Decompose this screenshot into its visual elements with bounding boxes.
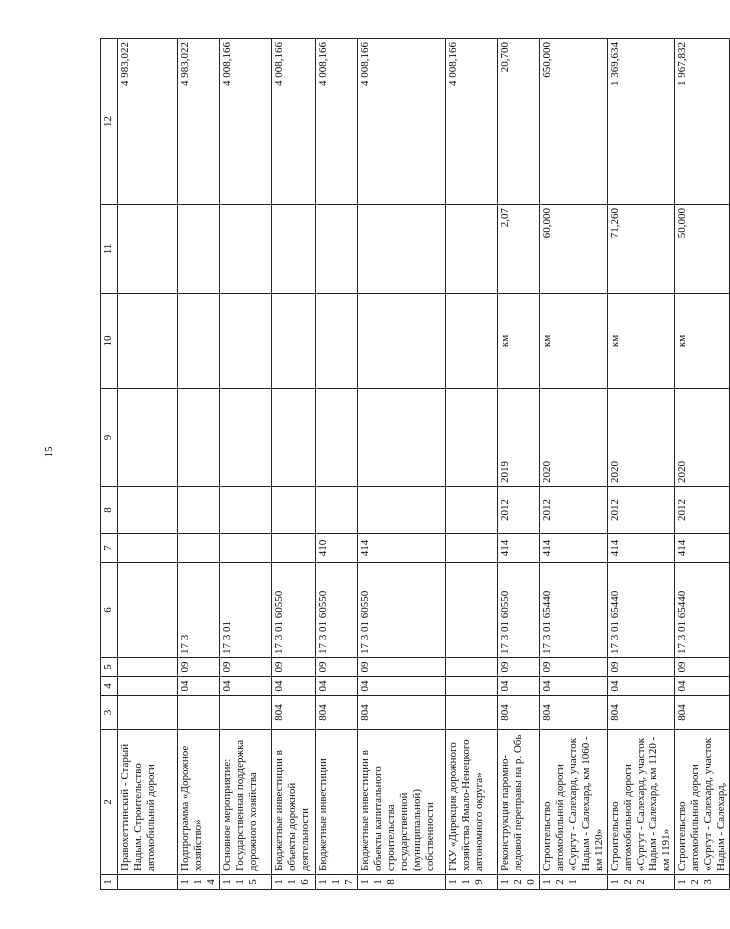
table-cell: ГКУ «Дирекция дорожного хозяйства Ямало-Ненецкого автономного округа» <box>445 730 497 875</box>
table-cell: 414 <box>607 534 675 563</box>
table-cell <box>118 563 178 658</box>
table-cell: Бюджетные инвестиции в объекты капитального строительства государственной (муниципальной) собственности <box>357 730 445 875</box>
table-cell: 04 <box>497 677 539 696</box>
table-cell <box>219 205 271 294</box>
table-cell <box>219 696 271 730</box>
table-cell <box>445 677 497 696</box>
table-cell: 04 <box>315 677 357 696</box>
table-cell <box>178 487 220 534</box>
table-cell: 04 <box>357 677 445 696</box>
table-cell <box>271 205 315 294</box>
table-cell: км <box>607 294 675 389</box>
table-cell: км <box>497 294 539 389</box>
table-cell: 71,260 <box>607 205 675 294</box>
column-header: 5 <box>101 658 118 677</box>
table-cell: 121 <box>539 875 607 890</box>
table-cell <box>178 294 220 389</box>
table-cell: 414 <box>497 534 539 563</box>
table-cell <box>178 389 220 487</box>
column-header: 7 <box>101 534 118 563</box>
table-cell <box>315 487 357 534</box>
table-cell: 804 <box>497 696 539 730</box>
column-header: 9 <box>101 389 118 487</box>
column-header: 8 <box>101 487 118 534</box>
table-cell: 120 <box>497 875 539 890</box>
table-cell: Реконструкция паромно-ледовой переправы на р. Обь <box>497 730 539 875</box>
table-cell <box>118 658 178 677</box>
table-cell <box>178 534 220 563</box>
table-row <box>271 39 315 890</box>
table-cell: 2020 <box>675 389 730 487</box>
column-header: 3 <box>101 696 118 730</box>
table-cell: 804 <box>539 696 607 730</box>
table-cell: 4 008,166 <box>445 39 497 205</box>
table-cell: 20,700 <box>497 39 539 205</box>
table-cell: Подпрограмма «Дорожное хозяйство» <box>178 730 220 875</box>
table-row <box>357 39 445 890</box>
table-cell: 17 3 01 60550 <box>271 563 315 658</box>
table-cell: 2,07 <box>497 205 539 294</box>
column-header: 1 <box>101 875 118 890</box>
column-header: 12 <box>101 39 118 205</box>
table-cell <box>357 294 445 389</box>
table-cell: 17 3 01 60550 <box>315 563 357 658</box>
column-header: 11 <box>101 205 118 294</box>
table-cell: 116 <box>271 875 315 890</box>
table-cell <box>178 205 220 294</box>
table-cell: 04 <box>271 677 315 696</box>
table-cell: 04 <box>539 677 607 696</box>
table-cell <box>445 389 497 487</box>
table-cell <box>445 294 497 389</box>
table-row <box>178 39 220 890</box>
table-cell: 17 3 01 65440 <box>675 563 730 658</box>
table-cell: 04 <box>219 677 271 696</box>
table-cell <box>118 534 178 563</box>
table-cell: 50,000 <box>675 205 730 294</box>
table-cell: 09 <box>607 658 675 677</box>
table-cell: 650,000 <box>539 39 607 205</box>
table-cell <box>315 205 357 294</box>
table-cell: 4 008,166 <box>357 39 445 205</box>
table-cell: 04 <box>178 677 220 696</box>
table-cell <box>271 487 315 534</box>
table-cell: 4 008,166 <box>219 39 271 205</box>
table-cell: 17 3 01 65440 <box>607 563 675 658</box>
table-cell: 2012 <box>539 487 607 534</box>
budget-table-container <box>100 39 728 890</box>
table-cell: 2019 <box>497 389 539 487</box>
table-cell: 17 3 01 60550 <box>497 563 539 658</box>
table-cell <box>118 205 178 294</box>
table-cell: км <box>539 294 607 389</box>
table-cell: 804 <box>315 696 357 730</box>
table-cell <box>357 205 445 294</box>
table-cell: 2012 <box>607 487 675 534</box>
table-cell: Строительство автомобильной дороги «Сургут - Салехард, участок Надым - Салехард, <box>675 730 730 875</box>
table-cell: 4 983,022 <box>178 39 220 205</box>
table-cell <box>271 534 315 563</box>
column-header: 10 <box>101 294 118 389</box>
rotated-page <box>100 39 728 929</box>
table-cell <box>118 294 178 389</box>
table-cell: 09 <box>315 658 357 677</box>
table-cell: 04 <box>607 677 675 696</box>
table-cell: км <box>675 294 730 389</box>
table-cell: 414 <box>539 534 607 563</box>
table-cell: 118 <box>357 875 445 890</box>
table-cell: 804 <box>357 696 445 730</box>
header-row <box>101 39 118 890</box>
table-cell <box>219 534 271 563</box>
table-cell: 09 <box>497 658 539 677</box>
table-cell <box>219 389 271 487</box>
table-cell: 04 <box>675 677 730 696</box>
table-cell: 123 <box>675 875 730 890</box>
table-cell <box>118 389 178 487</box>
table-cell <box>445 534 497 563</box>
table-cell: 1 369,634 <box>607 39 675 205</box>
table-cell <box>118 487 178 534</box>
table-cell: 2012 <box>497 487 539 534</box>
table-cell: 09 <box>219 658 271 677</box>
table-cell: Строительство автомобильной дороги «Сургут - Салехард, участок Надым - Салехард, км 1120 - км 1191» <box>607 730 675 875</box>
column-header: 2 <box>101 730 118 875</box>
table-cell: Бюджетные инвестиции <box>315 730 357 875</box>
table-row <box>219 39 271 890</box>
table-cell: 17 3 01 65440 <box>539 563 607 658</box>
table-cell: 17 3 01 60550 <box>357 563 445 658</box>
budget-table <box>100 38 730 890</box>
table-row <box>445 39 497 890</box>
table-cell: 4 008,166 <box>315 39 357 205</box>
table-row <box>675 39 730 890</box>
table-cell: 17 3 01 <box>219 563 271 658</box>
table-cell: Строительство автомобильной дороги «Сургут - Салехард, участок Надым - Салехард, км 1060 - км 1120» <box>539 730 607 875</box>
table-cell <box>315 294 357 389</box>
table-cell: 17 3 <box>178 563 220 658</box>
table-cell: 804 <box>675 696 730 730</box>
table-cell: 09 <box>271 658 315 677</box>
table-cell: 1 967,832 <box>675 39 730 205</box>
page-number: 15 <box>43 446 55 458</box>
table-cell: 2020 <box>539 389 607 487</box>
table-row <box>315 39 357 890</box>
table-cell: 414 <box>357 534 445 563</box>
table-cell: Правохеттинский - Старый Надым. Строительство автомобильной дороги <box>118 730 178 875</box>
table-cell: 2020 <box>607 389 675 487</box>
table-cell <box>219 487 271 534</box>
table-cell <box>445 696 497 730</box>
table-cell: 60,000 <box>539 205 607 294</box>
table-body <box>118 39 730 890</box>
table-cell: 117 <box>315 875 357 890</box>
table-cell: 804 <box>607 696 675 730</box>
table-cell: 09 <box>357 658 445 677</box>
table-cell <box>118 875 178 890</box>
table-cell: 114 <box>178 875 220 890</box>
table-cell: 122 <box>607 875 675 890</box>
table-cell <box>445 487 497 534</box>
table-cell <box>357 389 445 487</box>
table-cell: 09 <box>539 658 607 677</box>
table-cell: 119 <box>445 875 497 890</box>
table-cell: Бюджетные инвестиции в объекты дорожной деятельности <box>271 730 315 875</box>
table-cell: Основное мероприятие: Государственная поддержка дорожного хозяйства <box>219 730 271 875</box>
column-header: 6 <box>101 563 118 658</box>
table-cell: 09 <box>178 658 220 677</box>
table-cell <box>445 658 497 677</box>
table-cell <box>118 696 178 730</box>
table-cell <box>357 487 445 534</box>
table-cell: 4 008,166 <box>271 39 315 205</box>
table-cell <box>271 294 315 389</box>
table-cell: 804 <box>271 696 315 730</box>
table-cell: 410 <box>315 534 357 563</box>
table-row <box>539 39 607 890</box>
table-cell <box>315 389 357 487</box>
table-cell: 4 983,022 <box>118 39 178 205</box>
table-row <box>497 39 539 890</box>
table-cell <box>178 696 220 730</box>
table-cell <box>219 294 271 389</box>
table-row <box>607 39 675 890</box>
table-cell <box>445 563 497 658</box>
table-cell: 115 <box>219 875 271 890</box>
table-cell: 09 <box>675 658 730 677</box>
table-cell: 2012 <box>675 487 730 534</box>
table-cell <box>118 677 178 696</box>
table-cell <box>445 205 497 294</box>
column-header: 4 <box>101 677 118 696</box>
table-cell <box>271 389 315 487</box>
table-cell: 414 <box>675 534 730 563</box>
table-row <box>118 39 178 890</box>
